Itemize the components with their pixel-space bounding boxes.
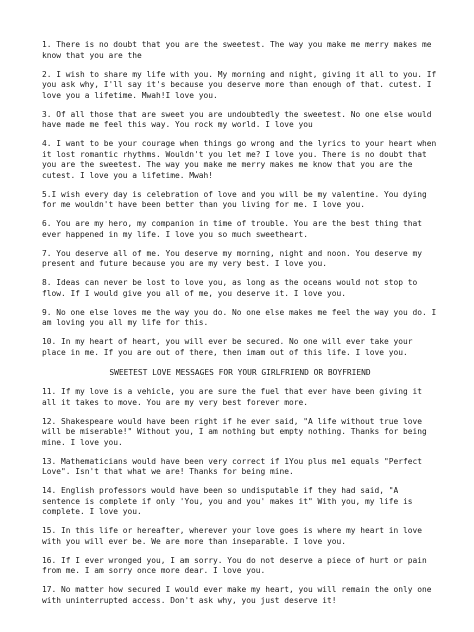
paragraph-11: 11. If my love is a vehicle, you are sure the fuel that ever have been giving it all it takes to move. You are my very best forever more. [42, 387, 423, 407]
paragraph-16: 16. If I ever wronged you, I am sorry. You do not deserve a piece of hurt or pain from me. I am sorry once more dear. I love you. [42, 555, 427, 575]
paragraph-9: 9. No one else loves me the way you do. No one else makes me feel the way you do. I am loving you all my life for this. [42, 307, 437, 327]
paragraph-17: 17. No matter how secured I would ever make my heart, you will remain the only one with uninterrupted access. Don't ask why, you just deserve it! [42, 585, 432, 605]
paragraph-13: 13. Mathematicians would have been very correct if 1You plus me1 equals "Perfect Love". Isn't that what we are! Thanks for being mine. [42, 456, 423, 476]
paragraph-15: 15. In this life or hereafter, wherever your love goes is where my heart in love with you will ever be. We are more than inseparable. I love you. [42, 526, 423, 546]
paragraph-6: 6. You are my hero, my companion in time of trouble. You are the best thing that ever happened in my life. I love you so much sweetheart. [42, 219, 423, 239]
paragraph-7: 7. You deserve all of me. You deserve my morning, night and noon. You deserve my present and future because you are my very best. I love you. [42, 248, 423, 268]
paragraph-3: 3. Of all those that are sweet you are undoubtedly the sweetest. No one else would have made me feel this way. You rock my world. I love you [42, 109, 432, 129]
paragraph-8: 8. Ideas can never be lost to love you, as long as the oceans would not stop to flow. If I would give you all of me, you deserve it. I love you. [42, 278, 418, 298]
paragraph-1: 1. There is no doubt that you are the sweetest. The way you make me merry makes me know that you are the [42, 40, 432, 60]
paragraph-5: 5.I wish every day is celebration of love and you will be my valentine. You dying for me wouldn't have been better than you living for me. I love you. [42, 189, 427, 209]
section-heading: SWEETEST LOVE MESSAGES FOR YOUR GIRLFRIEND OR BOYFRIEND [109, 368, 371, 377]
paragraph-12: 12. Shakespeare would have been right if he ever said, "A life without true love will be miserable!" Without you, I am nothing but empty nothing. Thanks for being mine. I love you. [42, 416, 427, 447]
paragraph-10: 10. In my heart of heart, you will ever be secured. No one will ever take your place in me. If you are out of there, then imam out of this life. I love you. [42, 337, 413, 357]
paragraph-14: 14. English professors would have been so undisputable if they had said, "A sentence is complete if only 'You, you and you' makes it" With you, my life is complete. I love you. [42, 486, 413, 516]
paragraph-4: 4. I want to be your courage when things go wrong and the lyrics to your heart when it lost romantic rhythms. Wouldn't you let me? I love you. There is no doubt that you are the sweetest. The way you make me merry makes me know that you are the cutest. I love you a lifetime. Mwah! [42, 139, 437, 180]
paragraph-2: 2. I wish to share my life with you. My morning and night, giving it all to you. If you ask why, I'll say it's because you deserve more than enough of that. cutest. I love you a lifetime. Mwah!I love you. [42, 69, 437, 100]
